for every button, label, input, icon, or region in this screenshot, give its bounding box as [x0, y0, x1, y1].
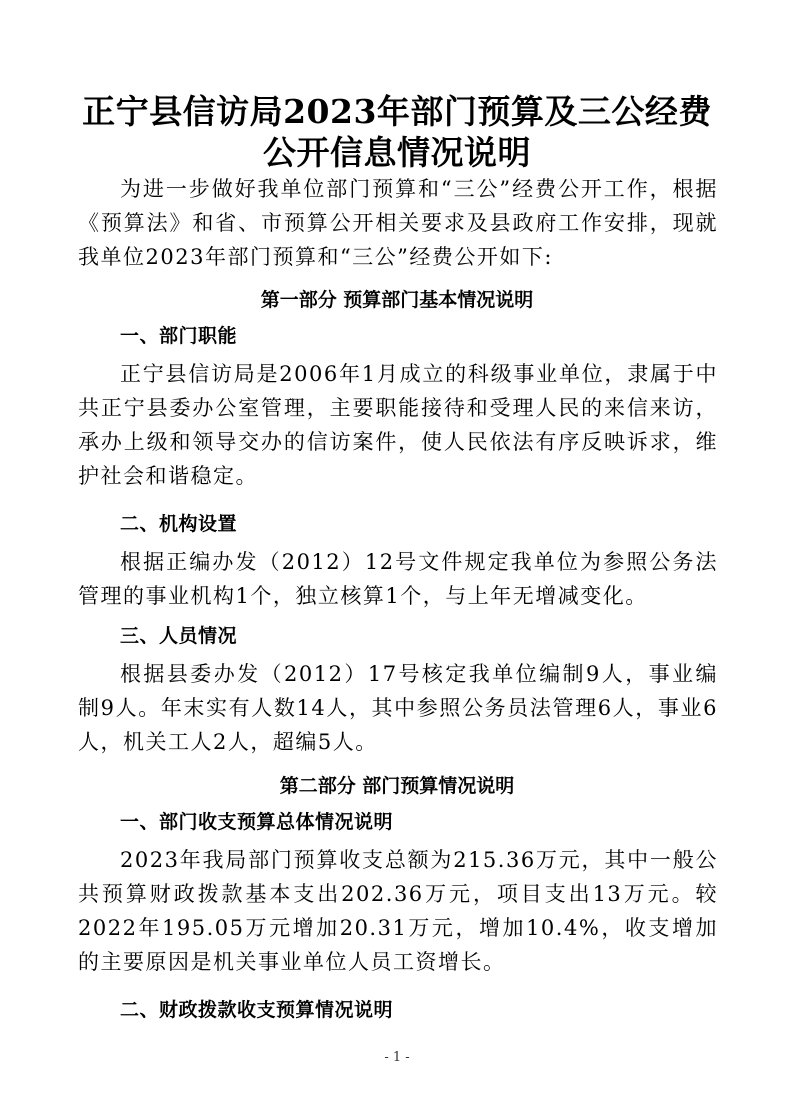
part2-section1-heading: 一、部门收支预算总体情况说明 — [120, 811, 394, 833]
part1-title: 第一部分 预算部门基本情况说明 — [260, 289, 534, 311]
part1-section2-body: 根据正编办发（2012）12号文件规定我单位为参照公务法管理的事业机构1个，独立核算1个，与上年无增减变化。 — [78, 550, 718, 608]
document-title-line-1: 正宁县信访局2023年部门预算及三公经费 — [82, 92, 712, 131]
part1-section1-heading: 一、部门职能 — [120, 325, 238, 347]
document-title-line-2: 公开信息情况说明 — [263, 133, 531, 172]
part2-section2-heading: 二、财政拨款收支预算情况说明 — [120, 999, 394, 1021]
part1-section3-heading: 三、人员情况 — [120, 625, 238, 647]
part1-section1-body: 正宁县信访局是2006年1月成立的科级事业单位，隶属于中共正宁县委办公室管理，主要职能接待和受理人民的来信来访，承办上级和领导交办的信访案件，使人民依法有序反映诉求，维护社会和谐稳定。 — [78, 362, 718, 488]
page-number: - 1 - — [384, 1050, 410, 1065]
intro-paragraph: 为进一步做好我单位部门预算和“三公”经费公开工作，根据《预算法》和省、市预算公开相关要求及县政府工作安排，现就我单位2023年部门预算和“三公”经费公开如下: — [78, 177, 718, 269]
part2-title: 第二部分 部门预算情况说明 — [279, 775, 515, 797]
part1-section3-body: 根据县委办发（2012）17号核定我单位编制9人，事业编制9人。年末实有人数14人，其中参照公务员法管理6人，事业6人，机关工人2人，超编5人。 — [78, 662, 718, 754]
part1-section2-heading: 二、机构设置 — [120, 513, 238, 535]
part2-section1-body: 2023年我局部门预算收支总额为215.36万元，其中一般公共预算财政拨款基本支出202.36万元，项目支出13万元。较2022年195.05万元增加20.31万元，增加10.4%，收支增加的主要原因是机关事业单位人员工资增长。 — [78, 848, 718, 974]
